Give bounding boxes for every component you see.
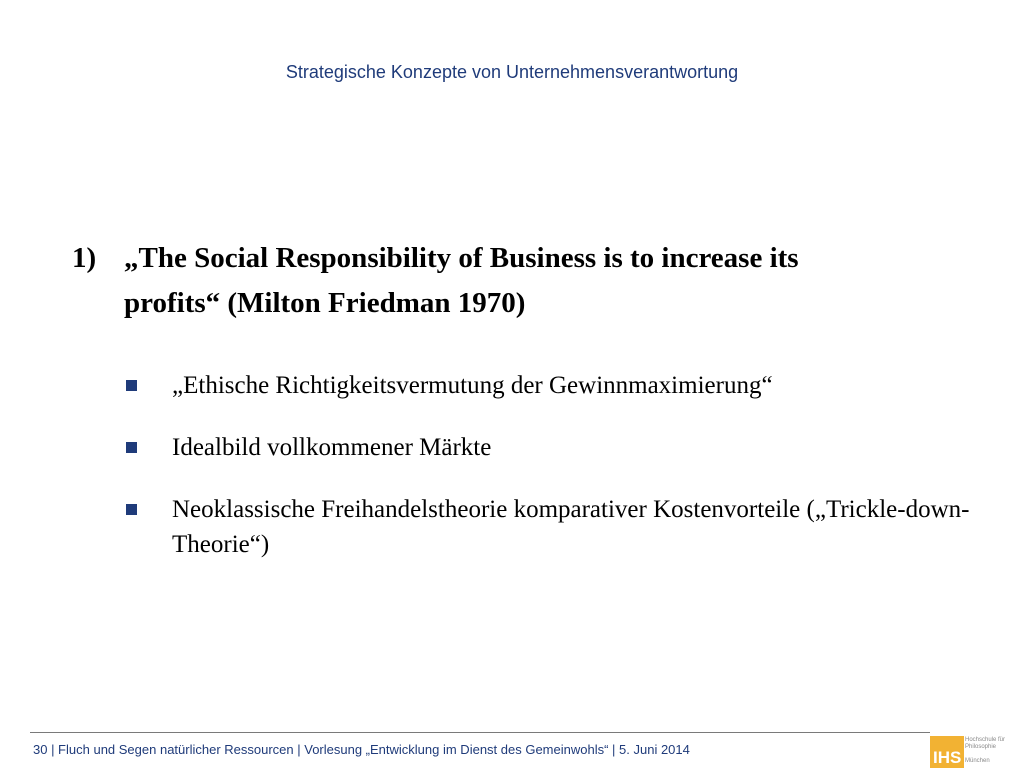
- main-point-number: 1): [72, 242, 97, 274]
- square-bullet-icon: [126, 380, 137, 391]
- footer-text: 30 | Fluch und Segen natürlicher Ressourcen | Vorlesung „Entwicklung im Dienst des Gemeinwohls“ | 5. Juni 2014: [33, 742, 690, 757]
- main-point-line-2: profits“ (Milton Friedman 1970): [124, 287, 526, 319]
- bullet-item: [124, 368, 984, 403]
- square-bullet-icon: [126, 504, 137, 515]
- bullet-list: [124, 368, 984, 589]
- bullet-item: [124, 430, 984, 465]
- bullet-text: „Ethische Richtigkeitsvermutung der Gewinnmaximierung“: [172, 372, 773, 399]
- ihs-logo: [930, 734, 1010, 768]
- slide-title: Strategische Konzepte von Unternehmensverantwortung: [285, 62, 739, 82]
- bullet-item: [124, 492, 984, 562]
- ihs-logo-school: [965, 737, 1005, 765]
- bullet-text: Idealbild vollkommener Märkte: [172, 434, 492, 461]
- main-point-line-1: „The Social Responsibility of Business is to increase its: [124, 242, 799, 274]
- footer-divider: [30, 732, 930, 733]
- bullet-text: Neoklassische Freihandelstheorie komparativer Kostenvorteile („Trickle-down-Theorie“): [172, 496, 970, 558]
- ihs-logo-mark: IHS: [930, 736, 964, 768]
- ihs-logo-line-2: Philosophie: [965, 744, 997, 750]
- square-bullet-icon: [126, 442, 137, 453]
- ihs-logo-line-3: München: [965, 758, 990, 764]
- main-point: [72, 236, 972, 326]
- ihs-logo-line-1: Hochschule für: [965, 737, 1006, 743]
